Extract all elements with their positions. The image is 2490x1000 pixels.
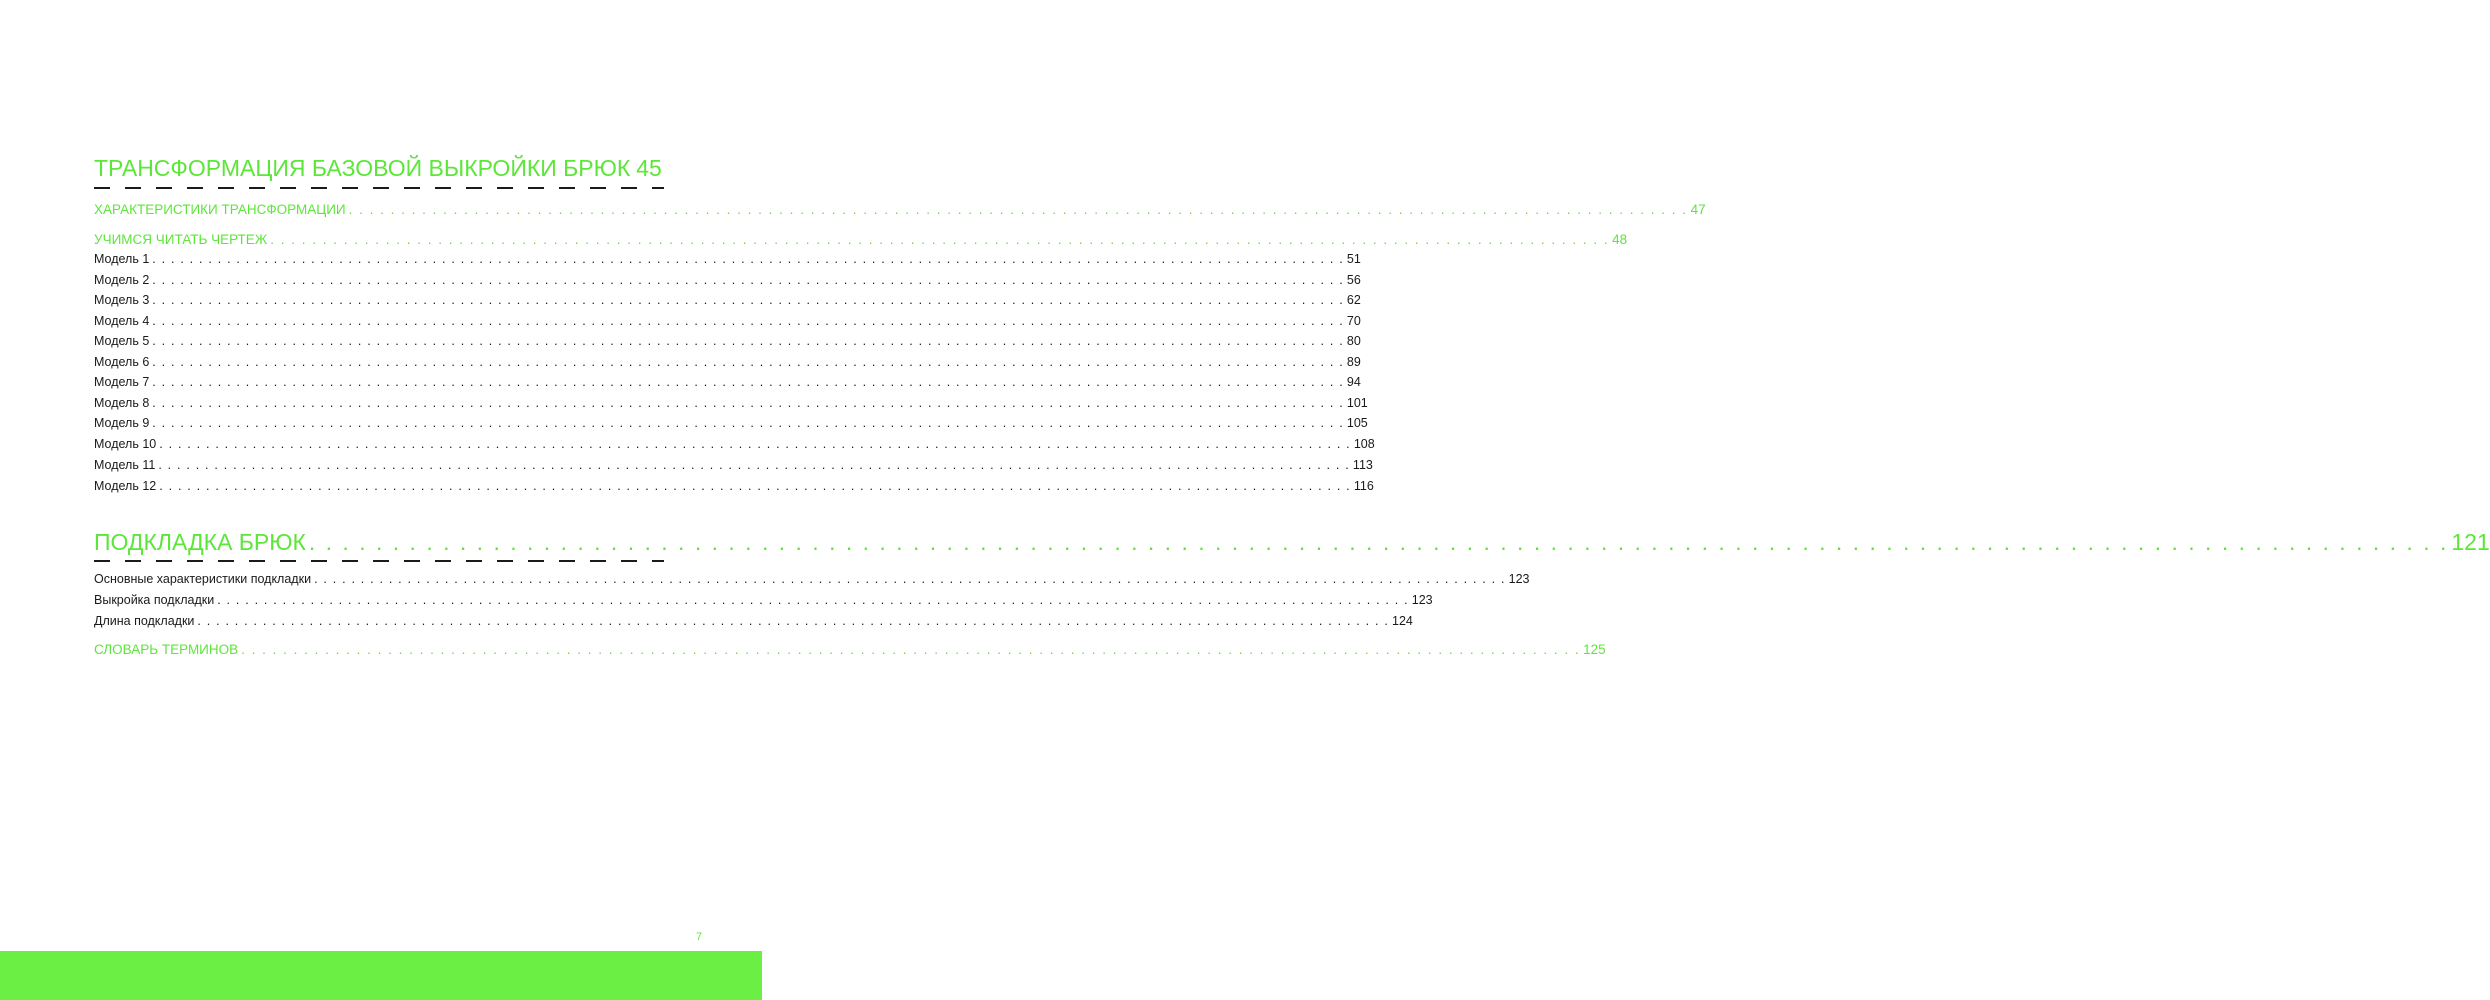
dot-leader (349, 201, 1688, 219)
dot-leader (217, 592, 1409, 609)
entry-page: 116 (1353, 479, 1374, 493)
entry-page: 70 (1346, 314, 1361, 328)
entry-page: 51 (1346, 252, 1361, 266)
page-number: 7 (696, 931, 703, 943)
chapter-title: ПОДКЛАДКА БРЮК (94, 529, 306, 555)
toc-entry-model-8[interactable] (94, 395, 1368, 412)
toc-entry-model-5[interactable] (94, 333, 1361, 350)
entry-page: 123 (1508, 572, 1530, 586)
chapter-heading-trousers-lining[interactable] (94, 528, 2490, 556)
entry-page: 124 (1392, 614, 1413, 628)
dashed-divider (94, 560, 664, 562)
dot-leader (152, 374, 1344, 391)
toc-entry-model-10[interactable] (94, 436, 1375, 453)
footer-color-band (0, 951, 762, 1000)
dot-leader (152, 395, 1344, 412)
entry-page: 56 (1346, 273, 1361, 287)
dot-leader (152, 313, 1344, 330)
section-reading-drawing[interactable] (94, 231, 1628, 249)
entry-page: 80 (1346, 334, 1361, 348)
dot-leader (270, 231, 1609, 249)
entry-title: Модель 11 (94, 458, 156, 472)
dot-leader (309, 528, 2449, 556)
dot-leader (314, 571, 1506, 588)
section-page: 47 (1690, 202, 1706, 217)
dot-leader (158, 457, 1350, 474)
entry-title: Модель 8 (94, 396, 150, 410)
entry-title: Модель 6 (94, 355, 150, 369)
dot-leader (152, 354, 1344, 371)
section-glossary[interactable] (94, 641, 1606, 659)
dot-leader (241, 641, 1580, 659)
section-title: ХАРАКТЕРИСТИКИ ТРАНСФОРМАЦИИ (94, 202, 346, 217)
entry-page: 123 (1411, 593, 1433, 607)
dot-leader (152, 333, 1344, 350)
toc-entry-model-1[interactable] (94, 251, 1361, 268)
entry-page: 94 (1346, 375, 1361, 389)
chapter-page: 45 (636, 155, 662, 181)
entry-page: 105 (1346, 416, 1368, 430)
entry-title: Выкройка подкладки (94, 593, 215, 607)
dot-leader (152, 292, 1344, 309)
toc-entry-model-12[interactable] (94, 478, 1374, 495)
section-title: УЧИМСЯ ЧИТАТЬ ЧЕРТЕЖ (94, 232, 268, 247)
chapter-heading-trousers-transformation[interactable] (94, 154, 662, 182)
toc-entry-lining-pattern[interactable] (94, 592, 1433, 609)
entry-title: Модель 1 (94, 252, 150, 266)
toc-entry-lining-characteristics[interactable] (94, 571, 1530, 588)
dot-leader (159, 478, 1351, 495)
entry-title: Модель 12 (94, 479, 157, 493)
entry-page: 62 (1346, 293, 1361, 307)
toc-entry-model-4[interactable] (94, 313, 1361, 330)
section-page: 125 (1583, 642, 1606, 657)
section-title: СЛОВАРЬ ТЕРМИНОВ (94, 642, 239, 657)
entry-page: 108 (1353, 437, 1375, 451)
entry-page: 89 (1346, 355, 1361, 369)
entry-page: 101 (1346, 396, 1368, 410)
dot-leader (152, 251, 1344, 268)
entry-title: Основные характеристики подкладки (94, 572, 312, 586)
dot-leader (152, 415, 1344, 432)
dashed-divider (94, 187, 664, 189)
section-page: 48 (1612, 232, 1628, 247)
chapter-page: 121 (2451, 529, 2490, 555)
entry-title: Модель 9 (94, 416, 150, 430)
toc-entry-model-7[interactable] (94, 374, 1361, 391)
entry-page: 113 (1352, 458, 1373, 472)
entry-title: Модель 4 (94, 314, 150, 328)
entry-title: Модель 7 (94, 375, 150, 389)
toc-entry-model-6[interactable] (94, 354, 1361, 371)
toc-entry-model-9[interactable] (94, 415, 1368, 432)
toc-entry-model-3[interactable] (94, 292, 1361, 309)
dot-leader (197, 613, 1389, 630)
entry-title: Модель 2 (94, 273, 150, 287)
entry-title: Длина подкладки (94, 614, 195, 628)
entry-title: Модель 3 (94, 293, 150, 307)
entry-title: Модель 10 (94, 437, 157, 451)
toc-entry-model-2[interactable] (94, 272, 1361, 289)
section-transformation-characteristics[interactable] (94, 201, 1706, 219)
dot-leader (152, 272, 1344, 289)
toc-entry-model-11[interactable] (94, 457, 1373, 474)
entry-title: Модель 5 (94, 334, 150, 348)
toc-entry-lining-length[interactable] (94, 613, 1413, 630)
chapter-title: ТРАНСФОРМАЦИЯ БАЗОВОЙ ВЫКРОЙКИ БРЮК (94, 155, 631, 181)
dot-leader (159, 436, 1351, 453)
